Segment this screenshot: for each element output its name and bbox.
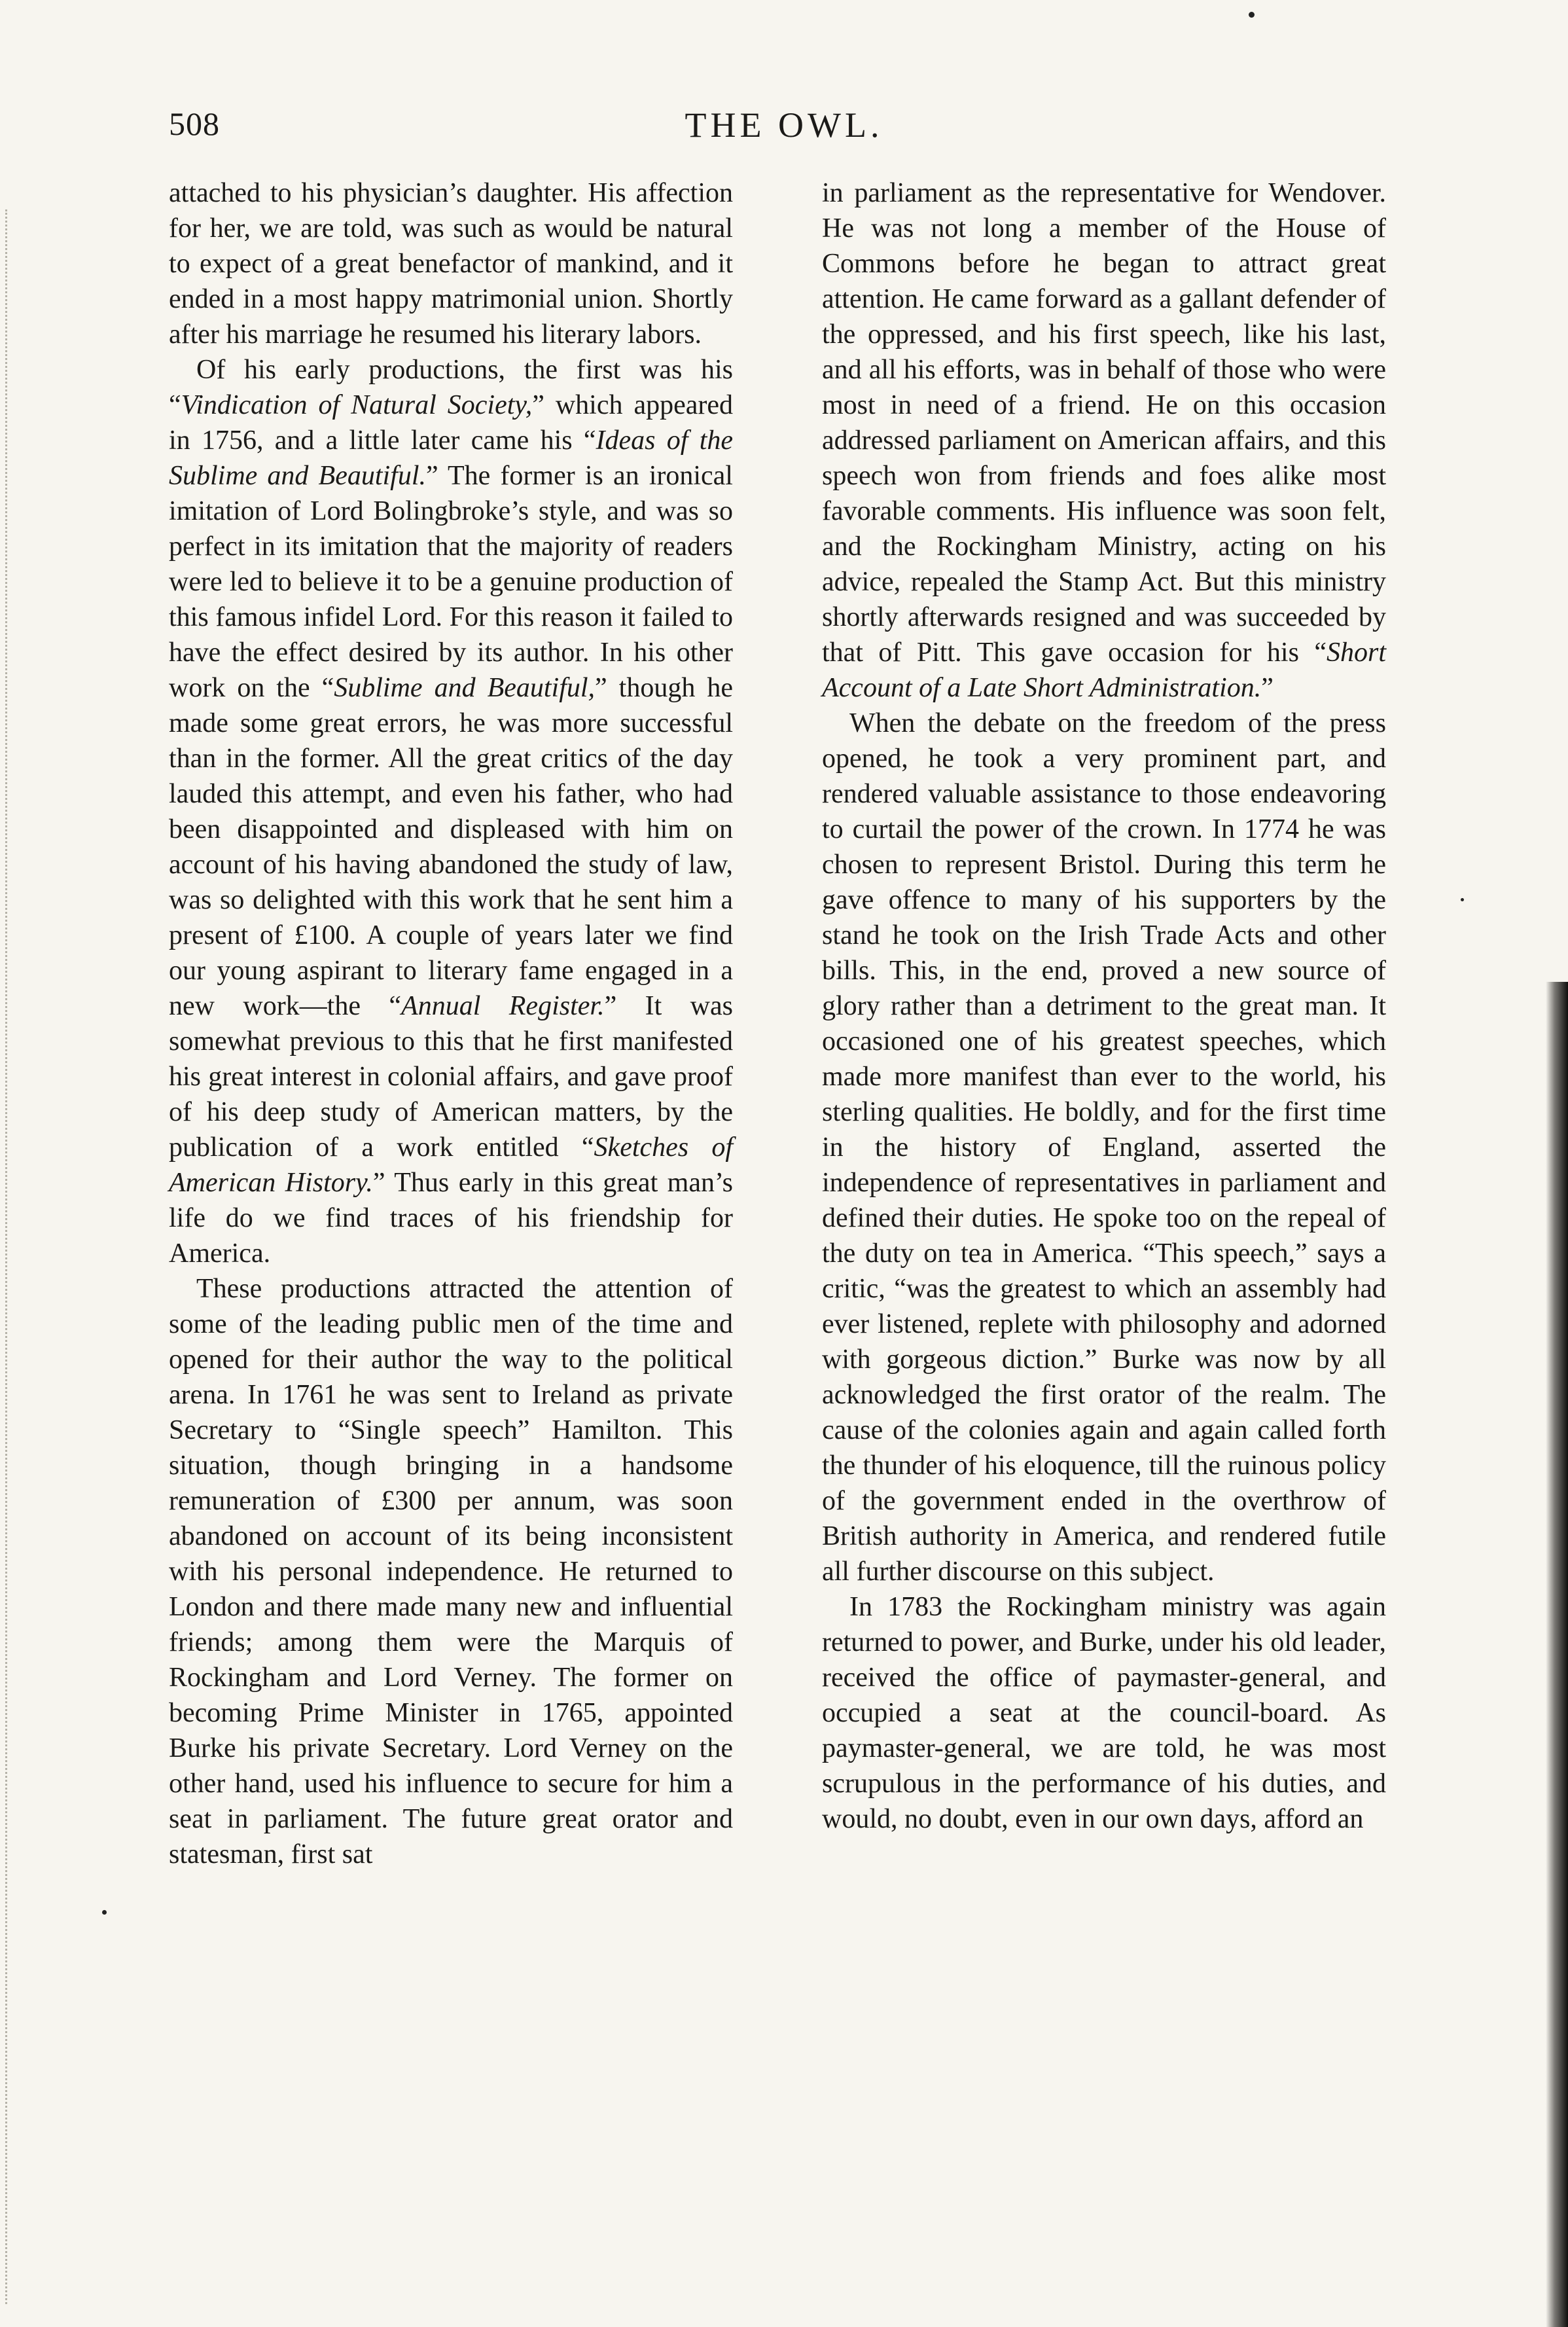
paragraph	[822, 175, 1386, 706]
book-title: Vindication of Natural Society,	[181, 390, 533, 420]
right-column	[822, 175, 1386, 1837]
text-run: ”	[1261, 673, 1274, 703]
text-run: ” It was somewhat previous to this that he first manifested his great interest in colonial affairs, and gave proof of his deep study of American matters, by the publication of a work entitled “	[169, 991, 734, 1163]
book-title: Ideas of the Sublime and Beautiful.	[169, 425, 734, 491]
page-edge-left	[5, 209, 9, 2304]
journal-title: THE OWL.	[685, 105, 883, 145]
text-run: in parliament as the representative for Wendover. He was not long a member of the House of Commons before he began to attract great attention. He came forward as a gallant defender of the oppressed, and his first speech, like his last, and all his efforts, was in behalf of those who were most in need of a friend. He on this occasion addressed parliament on American affairs, and this speech won from friends and foes alike most favorable comments. His influence was soon felt, and the Rockingham Ministry, acting on his advice, repealed the Stamp Act. But this ministry shortly afterwards resigned and was succeeded by that of Pitt. This gave occasion for his “	[822, 178, 1386, 668]
book-title: Annual Register.	[401, 991, 605, 1021]
book-title: Sublime and Beautiful,	[334, 673, 596, 703]
ink-speck	[102, 1910, 107, 1915]
paragraph: These productions attracted the attention of some of the leading public men of the time and opened for their author the way to the political arena. In 1761 he was sent to Ireland as private Secretary to “Single speech” Hamilton. This situation, though bringing in a handsome remuneration of £300 per annum, was soon abandoned on account of its being inconsistent with his personal independence. He returned to London and there made many new and influential friends; among them were the Marquis of Rockingham and Lord Verney. The former on becoming Prime Minister in 1765, appointed Burke his private Secretary. Lord Verney on the other hand, used his influence to secure for him a seat in parliament. The future great orator and statesman, first sat	[169, 1274, 733, 1869]
paragraph	[169, 352, 733, 1271]
running-head	[0, 105, 1568, 151]
text-run: ” Thus early in this great man’s life do we find traces of his friendship for America.	[169, 1168, 734, 1269]
text-run: Of his early productions, the first was his “	[169, 355, 733, 420]
page-edge-shadow-right	[1546, 982, 1568, 2327]
paragraph: attached to his physician’s daughter. His affection for her, we are told, was such as would be natural to expect of a great benefactor of mankind, and it ended in a most happy matrimonial union. Shortly after his marriage he resumed his literary labors.	[169, 178, 733, 350]
ink-speck	[1461, 898, 1464, 901]
book-title: Short Account of a Late Short Administration.	[822, 638, 1386, 703]
left-column	[169, 175, 733, 1872]
text-run: ” though he made some great errors, he was more successful than in the former. All the great critics of the day lauded this attempt, and even his father, who had been disappointed and displeased with him on account of his having abandoned the study of law, was so delighted with this work that he sent him a present of £100. A couple of years later we find our young aspirant to literary fame engaged in a new work—the “	[169, 673, 733, 1021]
page-number: 508	[169, 105, 220, 142]
text-run: ” The former is an ironical imitation of Lord Bolingbroke’s style, and was so perfect in its imitation that the majority of readers were led to believe it to be a genuine production of this famous infidel Lord. For this reason it failed to have the effect desired by its author. In his other work on the “	[169, 461, 733, 703]
book-title: Sketches of American History.	[169, 1132, 734, 1198]
paragraph: When the debate on the freedom of the press opened, he took a very prominent part, and rendered valuable assistance to those endeavoring to curtail the power of the crown. In 1774 he was chosen to represent Bristol. During this term he gave offence to many of his supporters by the stand he took on the Irish Trade Acts and other bills. This, in the end, proved a new source of glory rather than a detriment to the great man. It occasioned one of his greatest speeches, which made more manifest than ever to the world, his sterling qualities. He boldly, and for the first time in the history of England, asserted the independence of representatives in parliament and defined their duties. He spoke too on the repeal of the duty on tea in America. “This speech,” says a critic, “was the greatest to which an assembly had ever listened, replete with philosophy and adorned with gorgeous diction.” Burke was now by all acknowledged the first orator of the realm. The cause of the colonies again and again called forth the thunder of his eloquence, till the ruinous policy of the government ended in the overthrow of British authority in America, and rendered futile all further discourse on this subject.	[822, 708, 1386, 1587]
paragraph: In 1783 the Rockingham ministry was again returned to power, and Burke, under his old leader, received the office of paymaster-general, and occupied a seat at the council-board. As paymaster-general, we are told, he was most scrupulous in the performance of his duties, and would, no doubt, even in our own days, afford an	[822, 1592, 1386, 1834]
ink-speck	[1249, 12, 1255, 18]
text-run: ” which appeared in 1756, and a little later came his “	[169, 390, 734, 456]
